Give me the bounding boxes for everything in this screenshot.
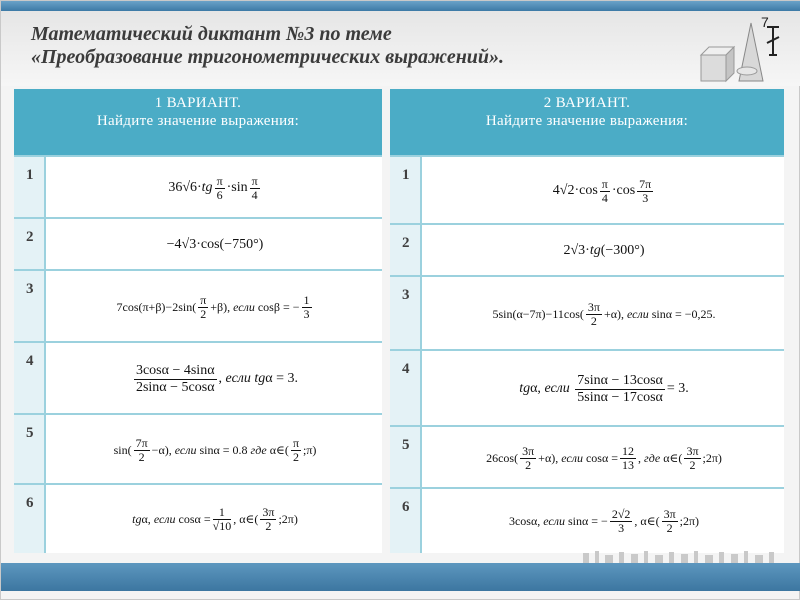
row-number: 1	[14, 157, 46, 219]
row-number: 6	[390, 489, 422, 553]
top-bar	[1, 1, 800, 11]
expression-image: 5sin(α−7π)−11cos( 3π 2 +α), если sinα = −0,25.	[492, 299, 716, 328]
decor-number: 7	[761, 15, 769, 30]
row-number: 3	[390, 277, 422, 351]
expression-image: −4√3·cos(−750°)	[166, 237, 264, 252]
variant-1-subheading: Найдите значение выражения:	[96, 113, 300, 129]
table-row	[390, 275, 784, 351]
row-number: 5	[14, 415, 46, 485]
expression-image: 2√3· tg (−300°)	[563, 243, 645, 258]
row-number: 4	[390, 351, 422, 427]
expression-image: tg α, если 7sinα − 13cosα 5sinα − 17cosα = 3.	[519, 372, 689, 405]
table-row	[14, 413, 382, 485]
table-row	[390, 425, 784, 489]
row-number: 3	[14, 271, 46, 343]
variant-1-header	[14, 89, 382, 155]
expression-image: tg α, если cosα = 1 √10 , α∈( 3π 2 ;2π)	[132, 504, 298, 533]
table-row	[390, 155, 784, 225]
row-number: 6	[14, 485, 46, 553]
row-number: 5	[390, 427, 422, 489]
expression-image: 3cosα − 4sinα 2sinα − 5cosα , если tg α = 3.	[135, 362, 299, 395]
expression-image: 4√2·cos π 4 ·cos 7π 3	[552, 176, 652, 205]
title-line-1: Математический диктант №3 по теме	[31, 23, 392, 45]
table-row	[14, 269, 382, 343]
bottom-bar	[1, 563, 800, 591]
geometry-shapes-icon	[681, 15, 791, 87]
table-row	[390, 487, 784, 553]
table-row	[14, 341, 382, 415]
variant-1-table	[14, 89, 382, 553]
variant-2-table	[390, 89, 784, 553]
row-number: 1	[390, 157, 422, 225]
row-number: 4	[14, 343, 46, 415]
table-row	[390, 223, 784, 277]
variant-2-subheading: Найдите значение выражения:	[485, 113, 689, 129]
table-row	[390, 349, 784, 427]
title-line-2: «Преобразование тригонометрических выражений».	[31, 46, 505, 68]
table-row	[14, 483, 382, 553]
expression-image: 36√6· tg π 6 ·sin π 4	[168, 173, 258, 202]
row-number: 2	[14, 219, 46, 271]
row-number: 2	[390, 225, 422, 277]
variant-2-header	[390, 89, 784, 155]
expression-image: 26cos( 3π 2 +α), если cosα = 12 13 , где α∈( 3π 2 ;2π)	[486, 443, 722, 472]
table-row	[14, 155, 382, 219]
table-row	[14, 217, 382, 271]
expression-image: 3cosα, если sinα = − 2√2 3 , α∈( 3π 2 ;2π)	[508, 506, 700, 535]
slide-title	[31, 23, 651, 69]
expression-image: 7cos(π+β)−2sin( π 2 +β), если cosβ = − 1 3	[116, 292, 310, 321]
variant-1-heading: 1 ВАРИАНТ.	[154, 95, 242, 111]
expression-image: sin( 7π 2 −α), если sinα = 0.8 где α∈( π 2 ;π)	[113, 435, 317, 464]
variant-2-heading: 2 ВАРИАНТ.	[543, 95, 631, 111]
